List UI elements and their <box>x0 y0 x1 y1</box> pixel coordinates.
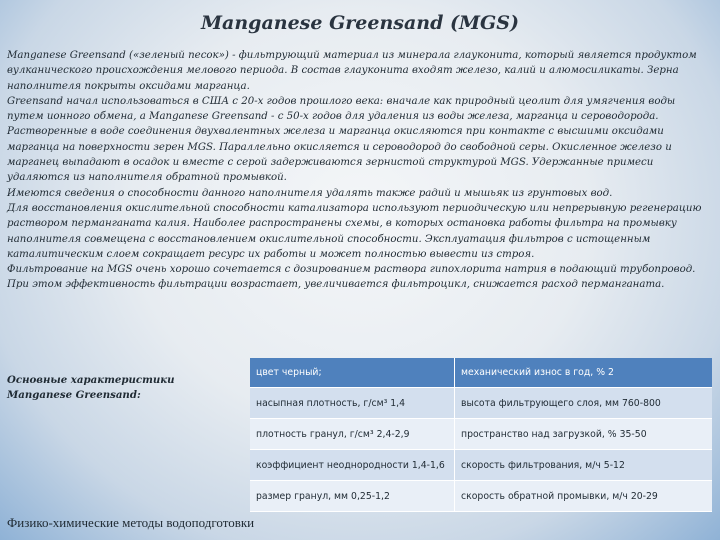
table-cell: скорость обратной промывки, м/ч 20-29 <box>455 481 712 512</box>
table-row <box>250 419 712 450</box>
table-cell: пространство над загрузкой, % 35-50 <box>455 419 712 450</box>
paragraph: Greensand начал использоваться в США с 20-х годов прошлого века: вначале как природный цеолит для умягчения воды путем ионного обмена, а Manganese Greensand - с 50-х годов для удаления из воды железа, марганца и сероводорода. <box>7 95 676 123</box>
table-cell: скорость фильтрования, м/ч 5-12 <box>455 450 712 481</box>
paragraph: Растворенные в воде соединения двухвалентных железа и марганца окисляются при контакте с высшими оксидами марганца на поверхности зерен MGS. Параллельно окисляется и сероводород до свободной серы. Окисленное железо и марганец выпадают в осадок и вместе с серой задерживаются зернистой структурой MGS. Удержанные примеси удаляются из наполнителя обратной промывкой. <box>7 126 672 184</box>
slide-title: Manganese Greensand (MGS) <box>201 12 519 34</box>
table-cell: высота фильтрующего слоя, мм 760-800 <box>455 388 712 419</box>
characteristics-table <box>250 358 712 512</box>
table-header-row <box>250 358 712 388</box>
paragraph: Для восстановления окислительной способности катализатора используют периодическую или непрерывную регенерацию раствором перманганата калия. Наиболее распространены схемы, в которых остановка работы фильтра на промывку наполнителя совмещена с восстановлением окислительной способности. Эксплуатация фильтров с истощенным каталитическим слоем сокращает ресурс их работы и может полностью вывести из строя. <box>7 202 702 260</box>
table-cell: коэффициент неоднородности 1,4-1,6 <box>250 450 455 481</box>
table-cell: размер гранул, мм 0,25-1,2 <box>250 481 455 512</box>
characteristics-label-line: Основные характеристики <box>7 374 175 386</box>
characteristics-label-line: Manganese Greensand: <box>7 389 141 401</box>
slide-footer: Физико-химические методы водоподготовки <box>7 515 255 530</box>
characteristics-label <box>7 373 247 403</box>
table-row <box>250 450 712 481</box>
table-header-cell: цвет черный; <box>250 358 455 388</box>
table-header-cell: механический износ в год, % 2 <box>455 358 712 388</box>
table-cell: насыпная плотность, г/см³ 1,4 <box>250 388 455 419</box>
paragraph: Manganese Greensand («зеленый песок») - фильтрующий материал из минерала глауконита, который является продуктом вулканического происхождения мелового периода. В состав глауконита входят железо, калий и алюмосиликаты. Зерна наполнителя покрыты оксидами марганца. <box>7 50 697 92</box>
table-cell: плотность гранул, г/см³ 2,4-2,9 <box>250 419 455 450</box>
body-text <box>7 48 707 293</box>
table-row <box>250 481 712 512</box>
paragraph: Имеются сведения о способности данного наполнителя удалять также радий и мышьяк из грунтовых вод. <box>7 187 613 199</box>
table-row <box>250 388 712 419</box>
paragraph: Фильтрование на MGS очень хорошо сочетается с дозированием раствора гипохлорита натрия в подающий трубопровод. При этом эффективность фильтрации возрастает, увеличивается фильтроцикл, снижается расход перманганата. <box>7 264 696 291</box>
